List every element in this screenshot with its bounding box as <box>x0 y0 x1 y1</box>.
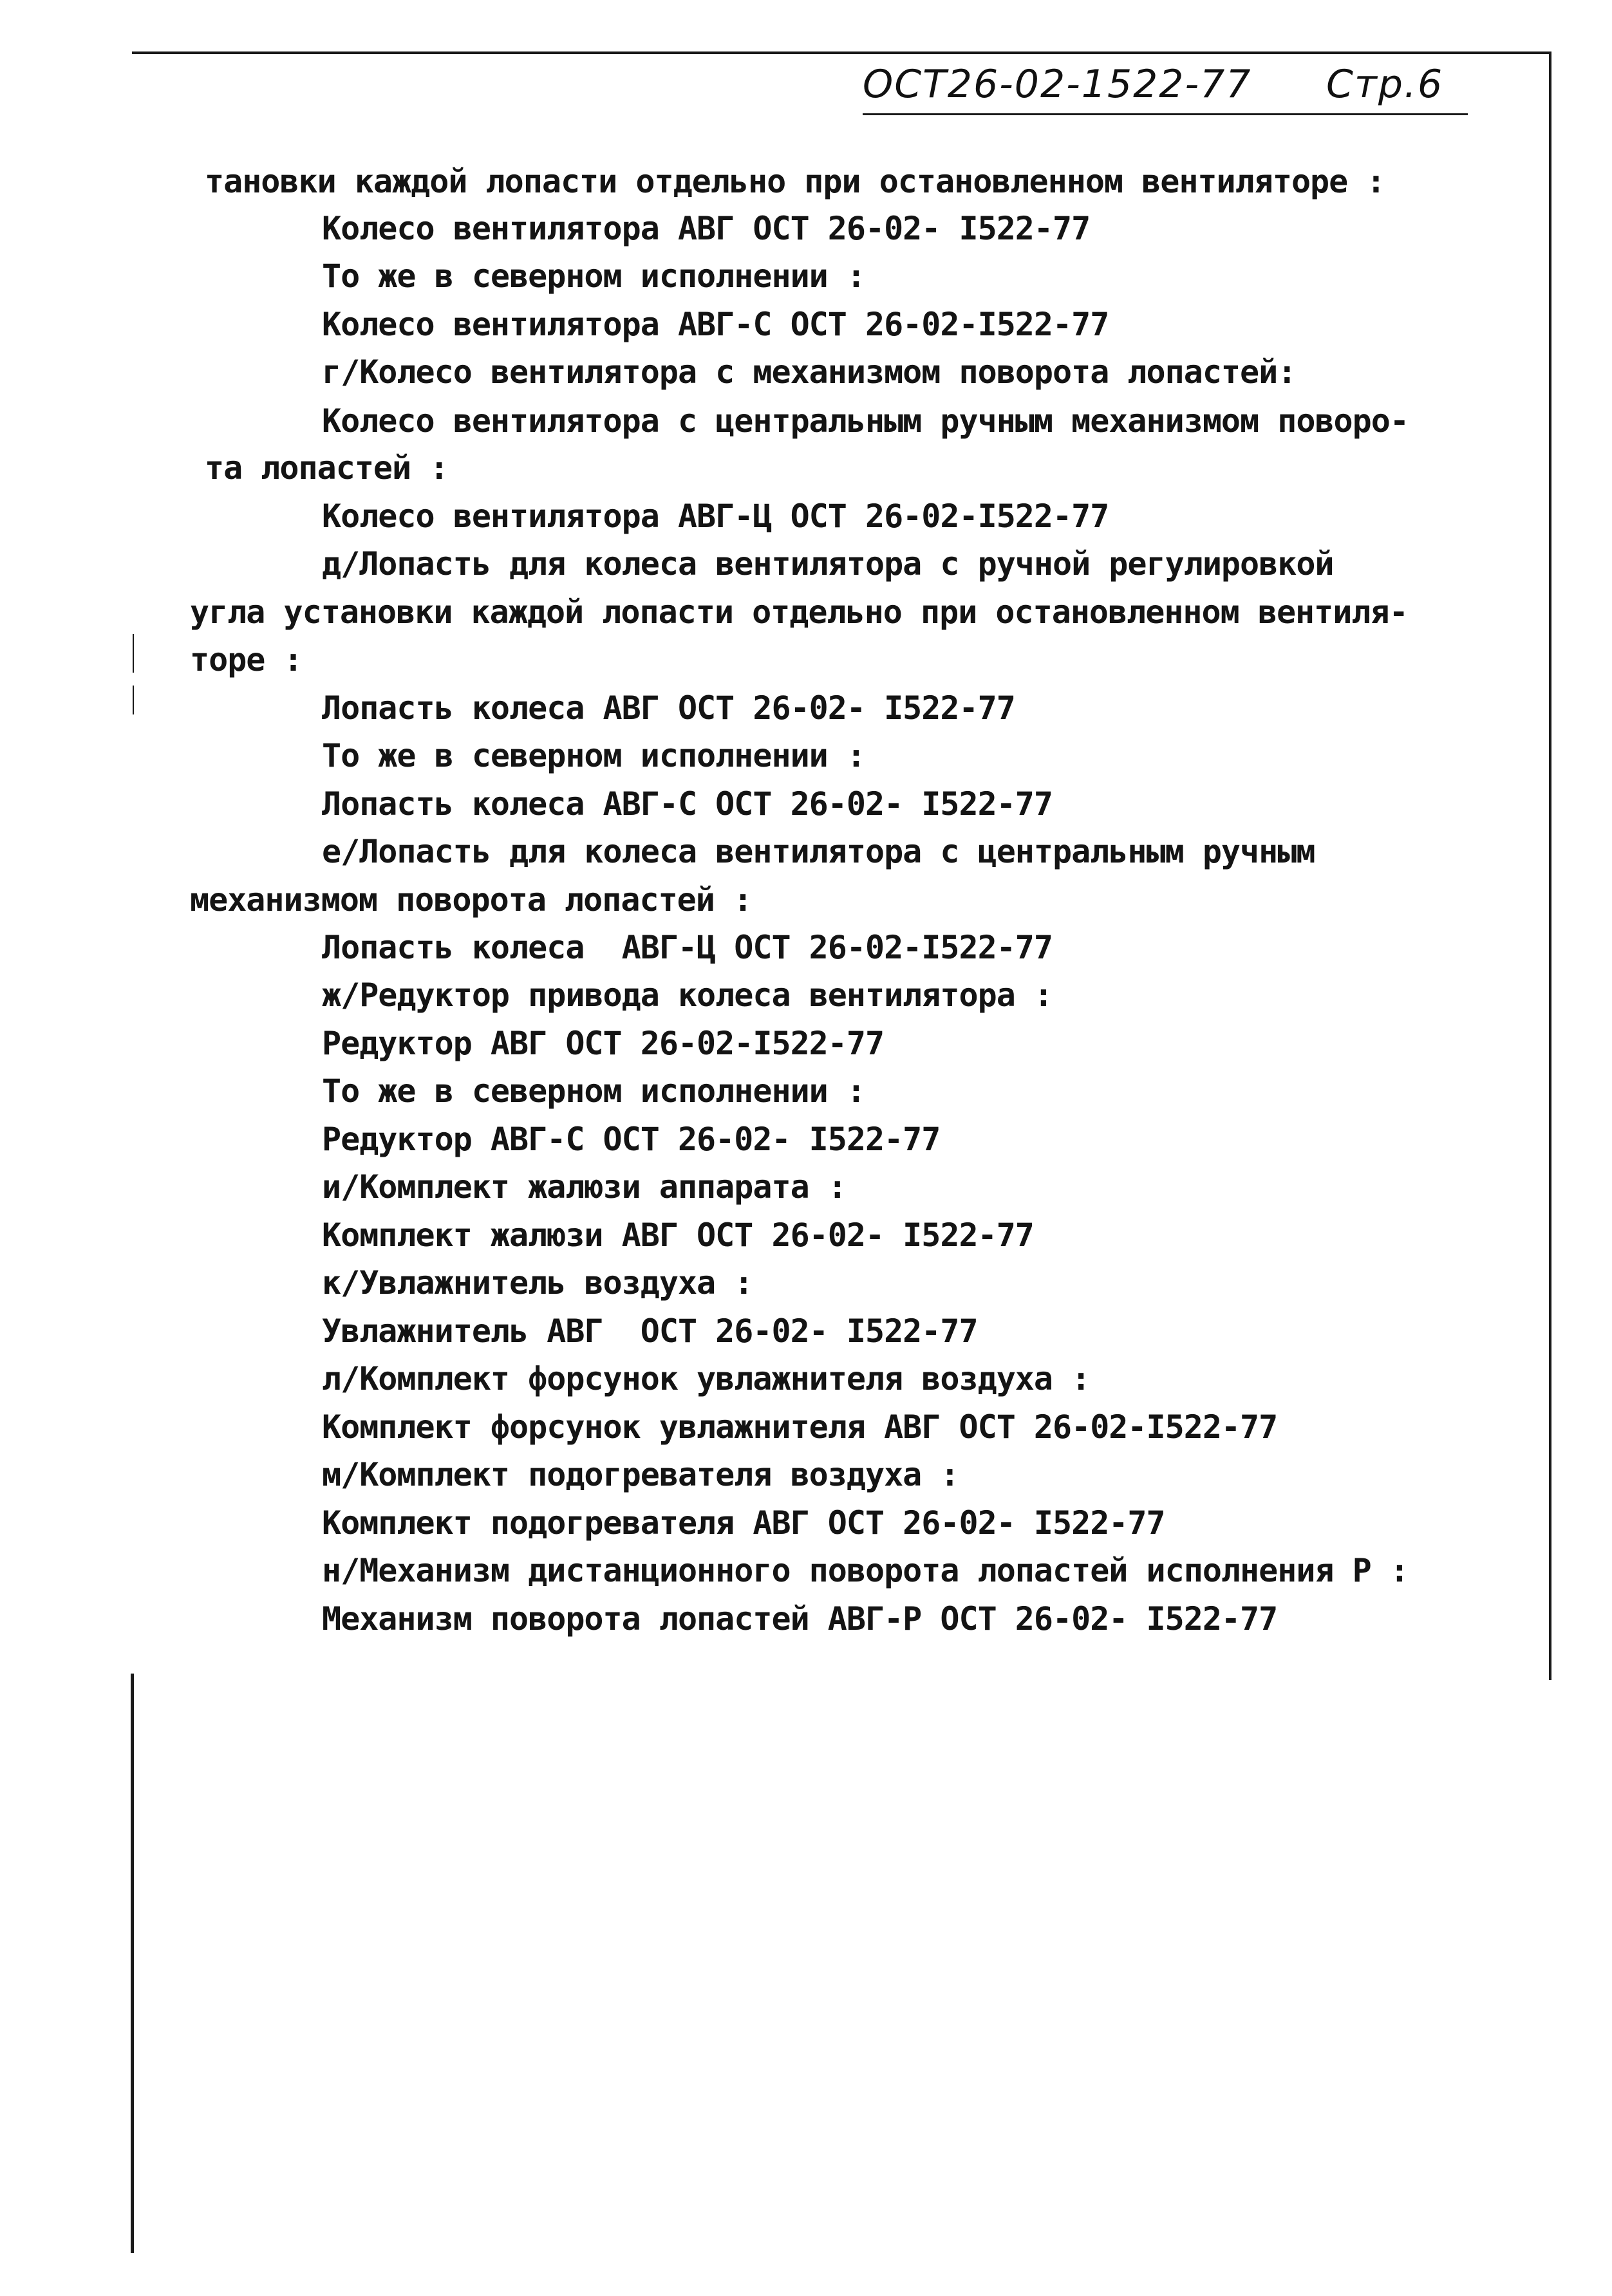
text-line: Колесо вентилятора АВГ-С ОСТ 26-02-I522-77 <box>322 306 1109 343</box>
text-line: Колесо вентилятора АВГ-Ц ОСТ 26-02-I522-77 <box>322 498 1109 535</box>
header-stamp <box>863 62 1474 120</box>
text-line: Редуктор АВГ ОСТ 26-02-I522-77 <box>322 1025 885 1062</box>
frame-top-line <box>132 51 1551 54</box>
text-line: Колесо вентилятора с центральным ручным механизмом поворо- <box>322 402 1409 440</box>
text-line: и/Комплект жалюзи аппарата : <box>322 1168 847 1206</box>
text-line: г/Колесо вентилятора с механизмом поворота лопастей: <box>322 353 1297 391</box>
text-line: ж/Редуктор привода колеса вентилятора : <box>322 976 1053 1014</box>
frame-right-line <box>1549 51 1551 1680</box>
text-line: То же в северном исполнении : <box>322 257 865 295</box>
text-line: Комплект форсунок увлажнителя АВГ ОСТ 26-02-I522-77 <box>322 1408 1278 1446</box>
text-line: То же в северном исполнении : <box>322 1072 865 1110</box>
text-line: Лопасть колеса АВГ ОСТ 26-02- I522-77 <box>322 689 1015 727</box>
text-line: тановки каждой лопасти отдельно при остановленном вентиляторе : <box>205 163 1385 200</box>
text-line: Комплект подогревателя АВГ ОСТ 26-02- I522-77 <box>322 1504 1165 1542</box>
text-line: м/Комплект подогревателя воздуха : <box>322 1456 959 1493</box>
text-line: Лопасть колеса АВГ-С ОСТ 26-02- I522-77 <box>322 785 1053 823</box>
text-line: Увлажнитель АВГ ОСТ 26-02- I522-77 <box>322 1312 978 1350</box>
text-line: Комплект жалюзи АВГ ОСТ 26-02- I522-77 <box>322 1217 1034 1254</box>
text-line: Лопасть колеса АВГ-Ц ОСТ 26-02-I522-77 <box>322 929 1053 966</box>
text-line: Механизм поворота лопастей АВГ-Р ОСТ 26-02- I522-77 <box>322 1600 1278 1638</box>
text-line: та лопастей : <box>205 449 449 487</box>
text-line: д/Лопасть для колеса вентилятора с ручной регулировкой <box>322 545 1334 583</box>
text-line: торе : <box>190 641 303 678</box>
text-line: Редуктор АВГ-С ОСТ 26-02- I522-77 <box>322 1121 941 1158</box>
text-line: л/Комплект форсунок увлажнителя воздуха : <box>322 1360 1091 1397</box>
document-code: ОСТ26-02-1522-77 <box>863 62 1252 107</box>
text-line: к/Увлажнитель воздуха : <box>322 1264 753 1302</box>
text-line: То же в северном исполнении : <box>322 737 865 774</box>
text-line: механизмом поворота лопастей : <box>190 881 753 919</box>
frame-left-line <box>131 1674 134 2253</box>
stamp-underline <box>863 113 1468 115</box>
text-line: е/Лопасть для колеса вентилятора с центральным ручным <box>322 833 1315 870</box>
margin-tick <box>133 686 134 714</box>
text-line: Колесо вентилятора АВГ ОСТ 26-02- I522-77 <box>322 210 1091 247</box>
page-number: Стр.6 <box>1326 62 1444 107</box>
text-line: н/Механизм дистанционного поворота лопастей исполнения Р : <box>322 1552 1409 1589</box>
text-line: угла установки каждой лопасти отдельно при остановленном вентиля- <box>190 593 1408 631</box>
margin-tick <box>133 634 134 673</box>
